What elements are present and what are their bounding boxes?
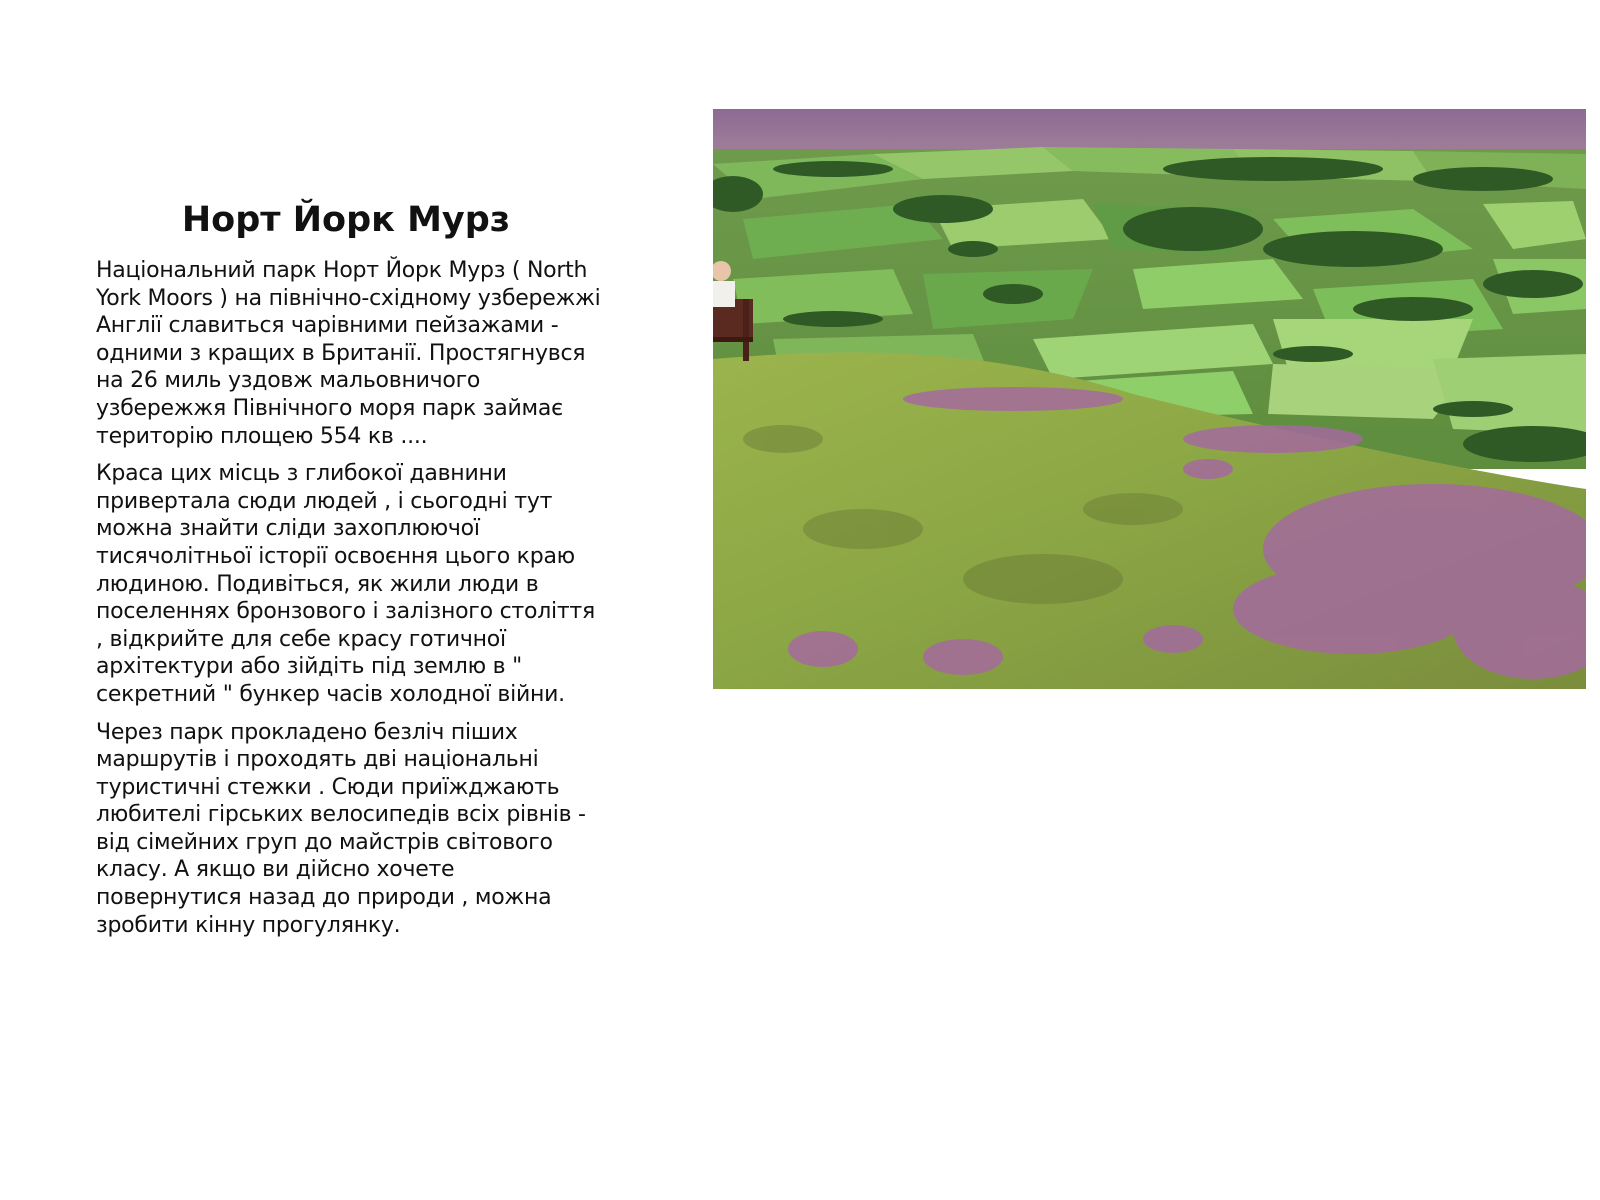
paragraph-history: Краса цих місць з глибокої давнини привертала сюди людей , і сьогодні тут можна знайти сліди захоплюючої тисячолітньої історії освоєння цього краю людиною. Подивіться, як жили люди в поселеннях бронзового і залізного століття , відкрийте для себе красу готичної архітектури або зійдіть під землю в " секретний " бункер часів холодної війни.	[96, 461, 595, 707]
paragraph-intro: Національний парк Норт Йорк Мурз ( North York Moors ) на північно-східному узбережжі Англії славиться чарівними пейзажами - одними з кращих в Британії. Простягнувся на 26 миль уздовж мальовничого узбережжя Північного моря парк займає територію площею 554 кв ....	[96, 258, 601, 449]
moorland-landscape-image	[713, 109, 1586, 689]
landscape-photo	[713, 109, 1586, 689]
body-text	[96, 257, 606, 949]
slide-title: Норт Йорк Мурз	[181, 200, 511, 240]
paragraph-trails: Через парк прокладено безліч піших маршрутів і проходять дві національні туристичні стежки . Сюди приїжджають любителі гірських велосипедів всіх рівнів - від сімейних груп до майстрів світового класу. А якщо ви дійсно хочете повернутися назад до природи , можна зробити кінну прогулянку.	[96, 719, 586, 938]
